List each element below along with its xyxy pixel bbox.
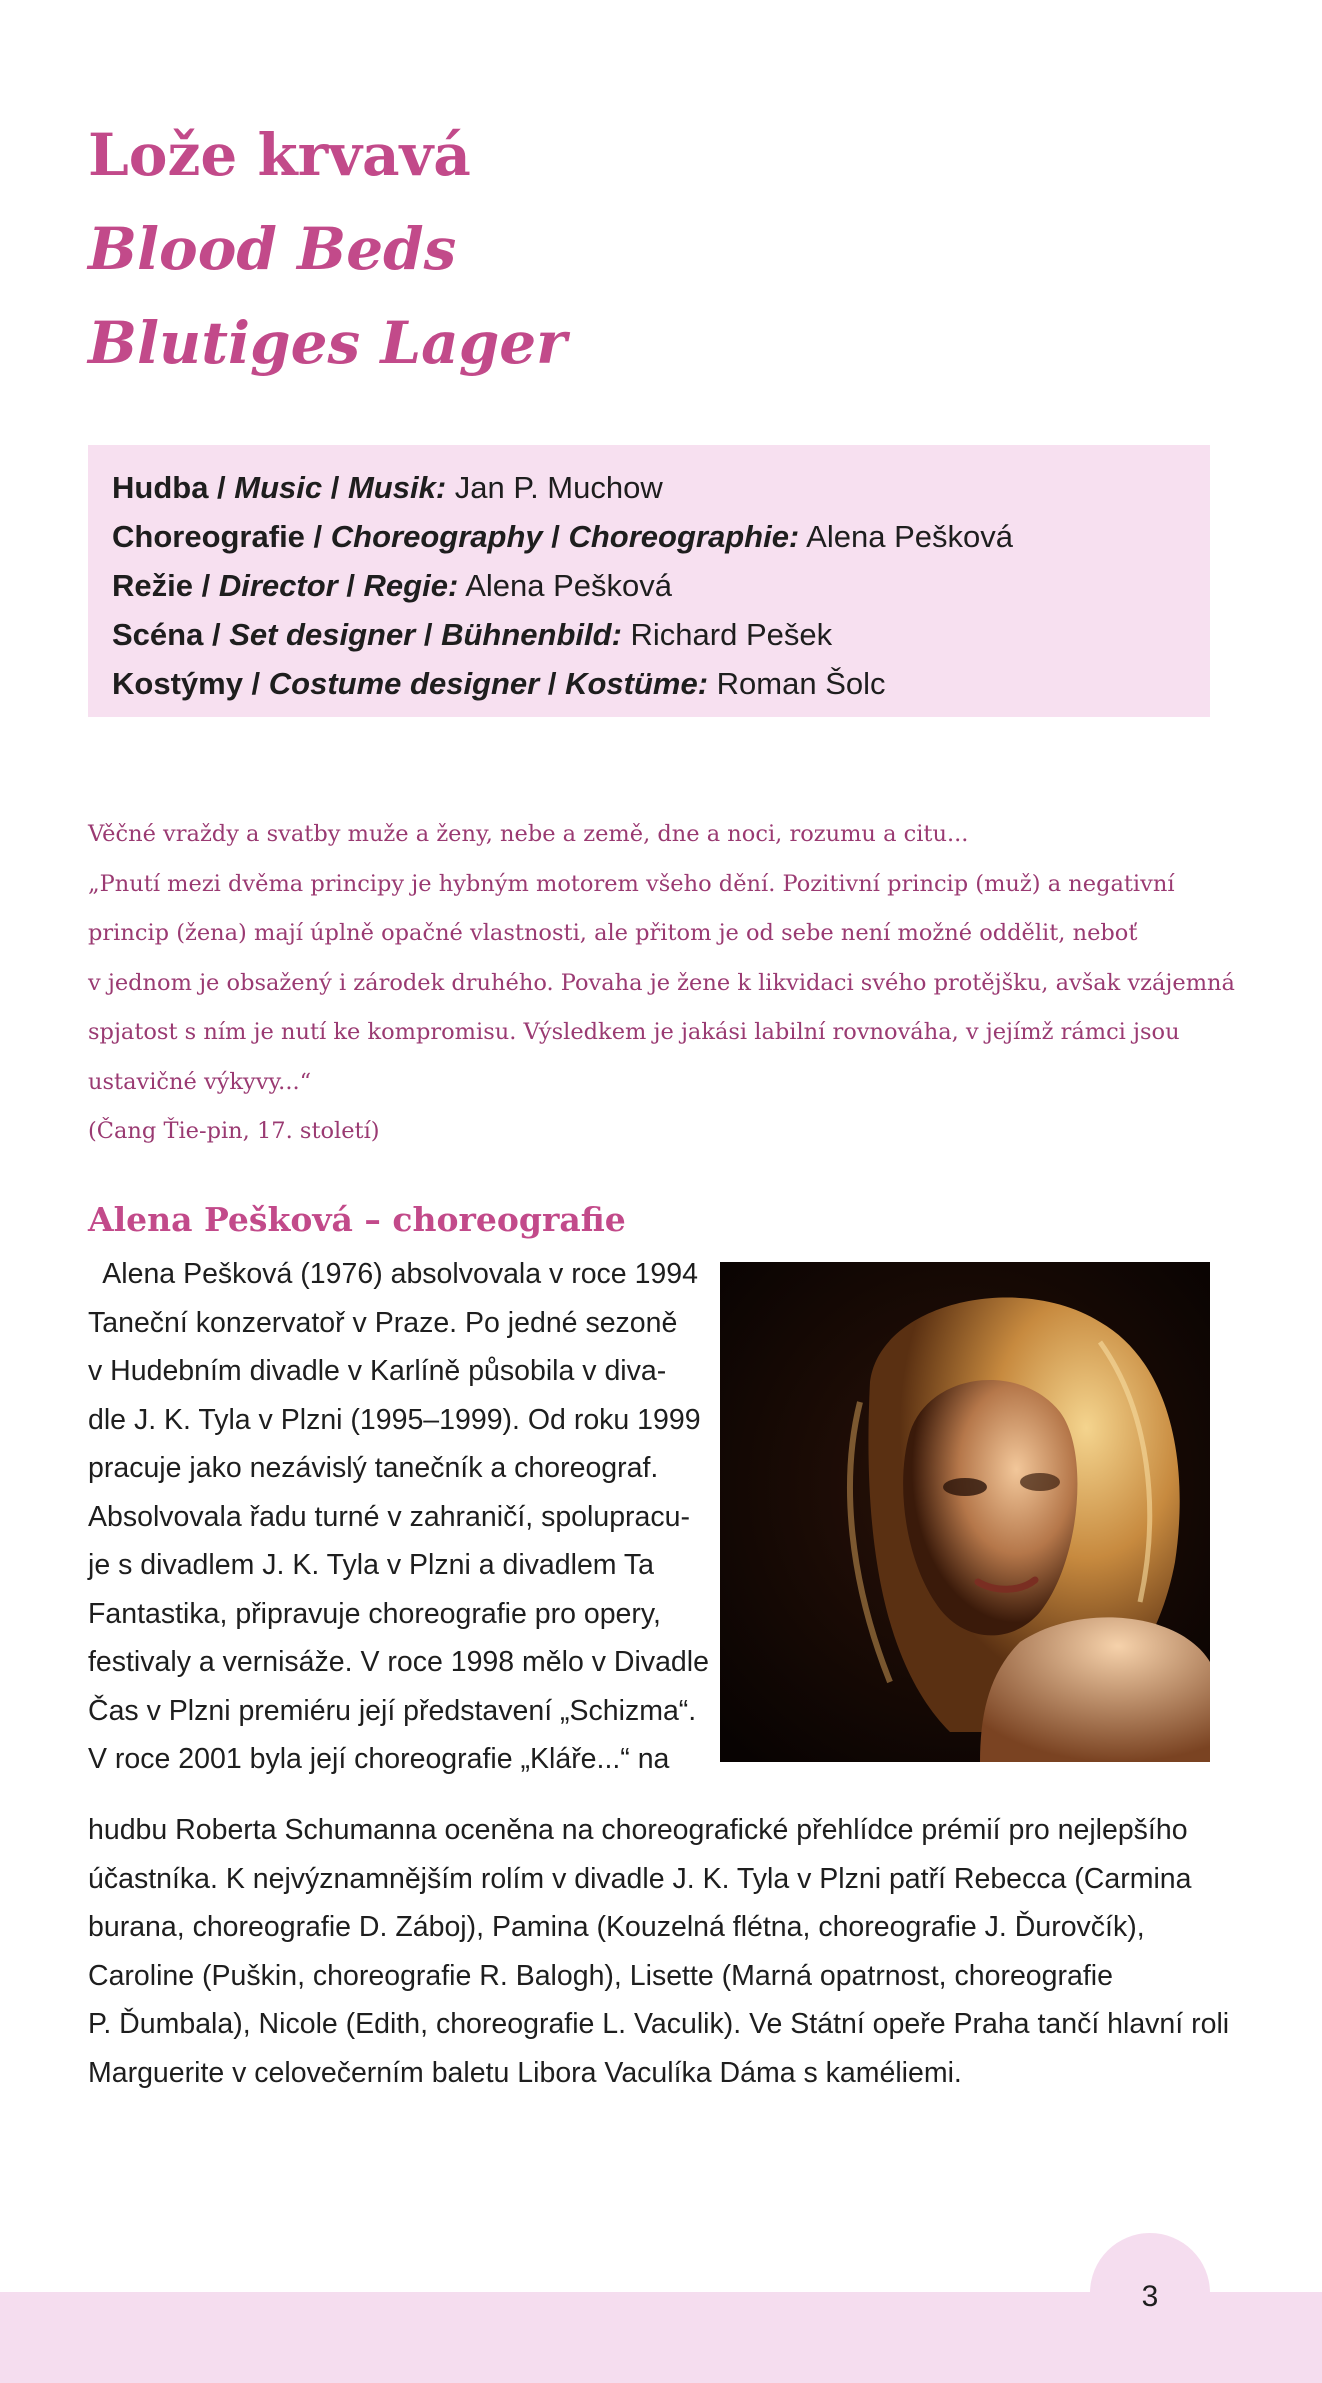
credit-name: Alena Pešková <box>465 568 673 603</box>
credit-row <box>112 512 1186 561</box>
quote-line: „Pnutí mezi dvěma principy je hybným motorem všeho dění. Pozitivní princip (muž) a negativní <box>88 870 1175 897</box>
bio-line: V roce 2001 byla její choreografie „Kláře...“ na <box>88 1743 670 1775</box>
bio-line: Marguerite v celovečerním baletu Libora Vaculíka Dáma s kaméliemi. <box>88 2056 962 2089</box>
bio-line: P. Ďumbala), Nicole (Edith, choreografie L. Vaculik). Ve Státní opeře Praha tančí hlavní roli <box>88 2008 1230 2040</box>
quote-line: v jednom je obsažený i zárodek druhého. Povaha je žene k likvidaci svého protějšku, avšak vzájemná <box>88 969 1235 996</box>
bio-line: Alena Pešková (1976) absolvovala v roce 1994 <box>88 1258 698 1290</box>
bio-line: je s divadlem J. K. Tyla v Plzni a divadlem Ta <box>88 1549 655 1581</box>
credit-role: Hudba / Music / Musik: <box>112 470 447 505</box>
credit-role: Choreografie / Choreography / Choreographie: <box>112 519 800 554</box>
title-german: Blutiges Lager <box>88 309 567 377</box>
credit-row <box>112 463 1186 512</box>
credits-box <box>88 445 1210 717</box>
quote-line: spjatost s ním je nutí ke kompromisu. Výsledkem je jakási labilní rovnováha, v jejímž rámci jsou <box>88 1019 1180 1045</box>
bio-line: v Hudebním divadle v Karlíně působila v diva- <box>88 1355 667 1387</box>
credit-name: Roman Šolc <box>716 666 886 701</box>
bio-line: Čas v Plzni premiéru její představení „Schizma“. <box>88 1694 697 1727</box>
title-english: Blood Beds <box>88 215 457 283</box>
title-block <box>88 108 567 390</box>
credit-name: Alena Pešková <box>806 519 1013 554</box>
credit-row <box>112 561 1186 610</box>
credit-role: Kostýmy / Costume designer / Kostüme: <box>112 666 709 701</box>
bio-line: Taneční konzervatoř v Praze. Po jedné sezoně <box>88 1306 678 1339</box>
page-number: 3 <box>1141 2280 1159 2313</box>
bio-line: dle J. K. Tyla v Plzni (1995–1999). Od roku 1999 <box>88 1403 701 1436</box>
bio-line: pracuje jako nezávislý tanečník a choreograf. <box>88 1452 659 1484</box>
bio-line: festivaly a vernisáže. V roce 1998 mělo v Divadle <box>88 1646 709 1678</box>
bio-text-column <box>88 1250 709 1784</box>
quote-line: ustavičné výkyvy...“ <box>88 1068 312 1095</box>
portrait-photo <box>720 1262 1210 1762</box>
credit-row <box>112 659 1186 708</box>
quote-source: (Čang Ťie-pin, 17. století) <box>88 1118 380 1144</box>
quote-line: Věčné vraždy a svatby muže a ženy, nebe a země, dne a noci, rozumu a citu... <box>88 821 969 847</box>
bio-line: Caroline (Puškin, choreografie R. Balogh), Lisette (Marná opatrnost, choreografie <box>88 1959 1113 1992</box>
portrait-illustration <box>720 1262 1210 1762</box>
bio-line: účastníka. K nejvýznamnějším rolím v divadle J. K. Tyla v Plzni patří Rebecca (Carmina <box>88 1862 1192 1895</box>
credit-name: Jan P. Muchow <box>454 470 663 505</box>
bio-text-full <box>88 1806 1228 2097</box>
credit-name: Richard Pešek <box>630 617 833 652</box>
bio-line: Fantastika, připravuje choreografie pro opery, <box>88 1597 661 1630</box>
quote-block <box>88 810 1238 1157</box>
credit-row <box>112 610 1186 659</box>
bio-line: Absolvovala řadu turné v zahraničí, spolupracu- <box>88 1500 690 1533</box>
bio-heading: Alena Pešková – choreografie <box>88 1200 626 1239</box>
bio-line: hudbu Roberta Schumanna oceněna na choreografické přehlídce prémií pro nejlepšího <box>88 1814 1188 1846</box>
bio-line: burana, choreografie D. Záboj), Pamina (Kouzelná flétna, choreografie J. Ďurovčík), <box>88 1911 1145 1943</box>
credit-role: Scéna / Set designer / Bühnenbild: <box>112 617 622 652</box>
quote-line: princip (žena) mají úplně opačné vlastnosti, ale přitom je od sebe není možné oddělit, neboť <box>88 920 1138 946</box>
credit-role: Režie / Director / Regie: <box>112 568 459 603</box>
title-czech: Lože krvavá <box>88 121 471 189</box>
